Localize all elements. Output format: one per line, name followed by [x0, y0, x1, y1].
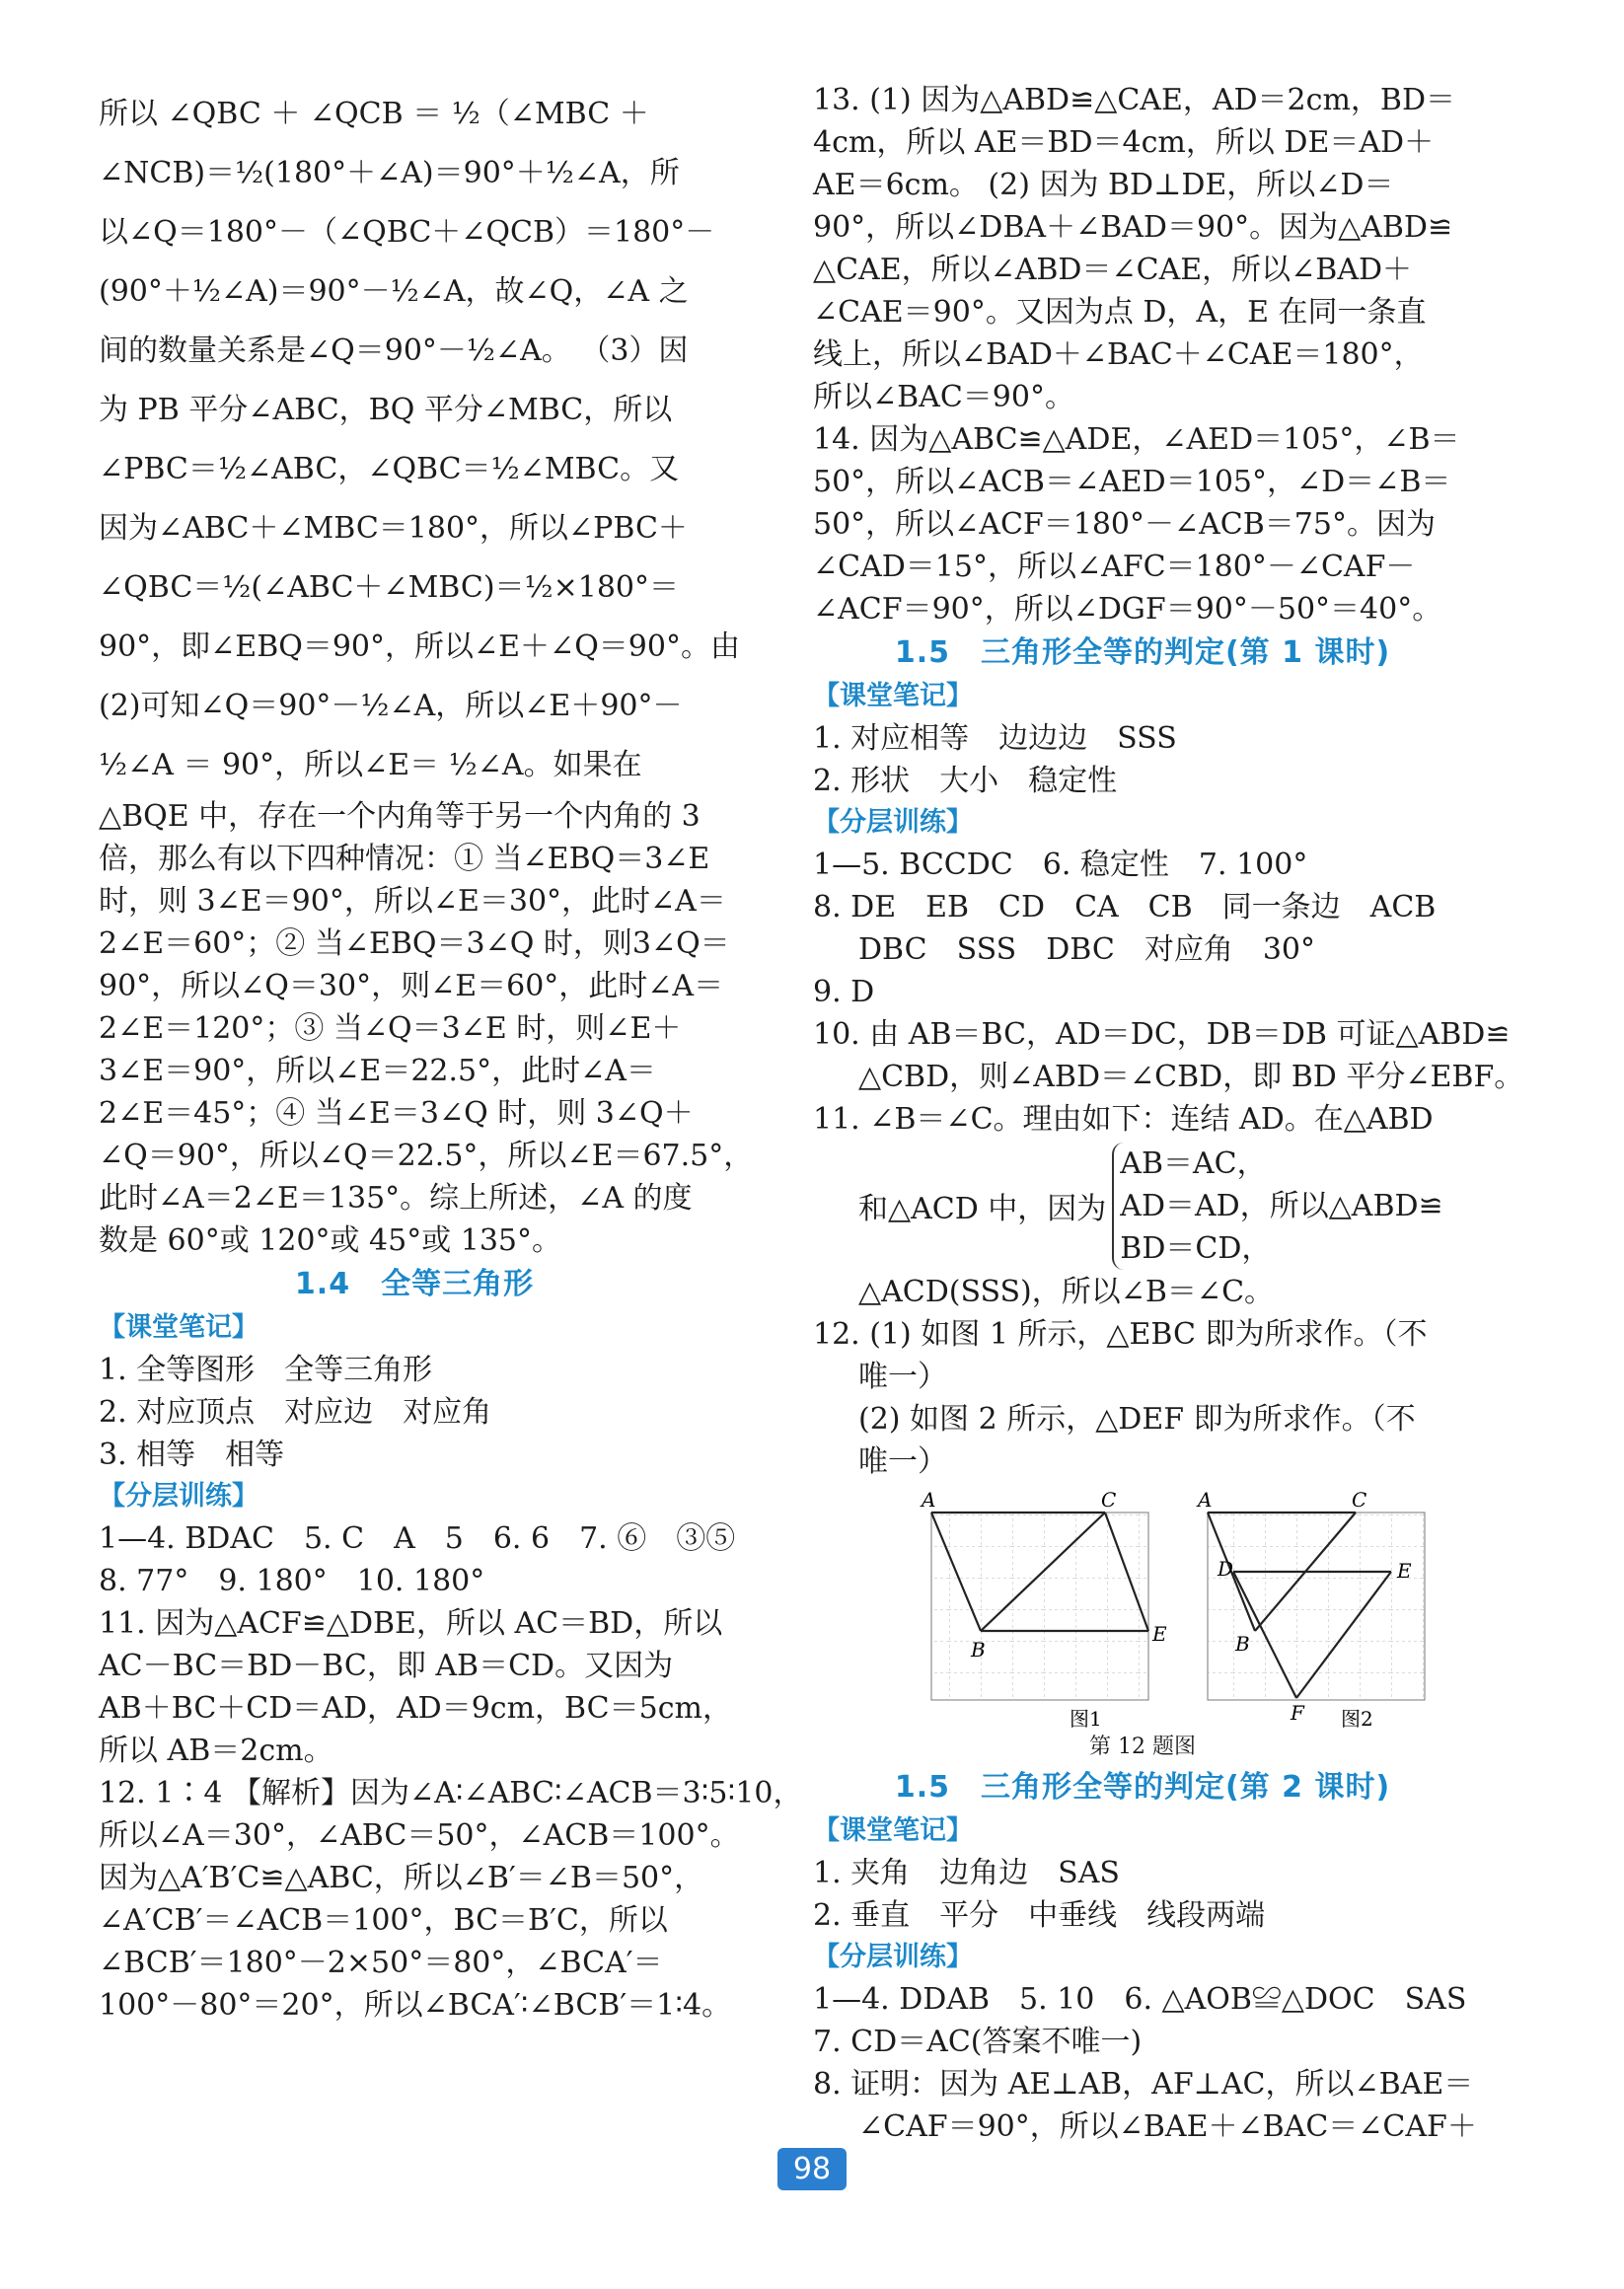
answer-line: 1—4. BDAC 5. C A 5 6. 6 7. ⑥ ③⑤	[99, 1521, 736, 1556]
text-line: 90°，所以∠Q＝30°，则∠E＝60°，此时∠A＝	[99, 969, 724, 1003]
training-tag: 【分层训练】	[813, 1942, 973, 1972]
text-line: 50°，所以∠ACB＝∠AED＝105°，∠D＝∠B＝	[813, 465, 1451, 499]
notes-tag: 【课堂笔记】	[813, 1815, 973, 1846]
text-line: 以∠Q＝180°－（∠QBC＋∠QCB）＝180°－	[99, 215, 715, 250]
answer-line: 3. 相等 相等	[99, 1438, 285, 1472]
text-line: 所以∠BAC＝90°。	[813, 380, 1074, 414]
answer-line: 因为△A′B′C≌△ABC，所以∠B′＝∠B＝50°，	[99, 1861, 704, 1895]
page-number: 98	[777, 2148, 847, 2190]
answer-line: 2. 垂直 平分 中垂线 线段两端	[813, 1898, 1266, 1933]
text-line: 因为∠ABC＋∠MBC＝180°，所以∠PBC＋	[99, 511, 688, 546]
notes-tag: 【课堂笔记】	[813, 681, 973, 711]
text-line: 90°，所以∠DBA＋∠BAD＝90°。因为△ABD≌	[813, 210, 1453, 245]
section-heading: 1.5 三角形全等的判定(第 2 课时)	[894, 1770, 1391, 1805]
point-label: C	[1352, 1488, 1367, 1512]
section-heading: 1.5 三角形全等的判定(第 1 课时)	[894, 635, 1391, 670]
answer-line: 1. 对应相等 边边边 SSS	[813, 721, 1177, 756]
text-line: 线上，所以∠BAD＋∠BAC＋∠CAE＝180°，	[813, 337, 1424, 372]
point-label: A	[1198, 1488, 1213, 1512]
answer-line: 7. CD＝AC(答案不唯一)	[813, 2025, 1143, 2059]
text-line: 2∠E＝60°；② 当∠EBQ＝3∠Q 时，则3∠Q＝	[99, 926, 730, 961]
text-line: AE＝6cm。 (2) 因为 BD⊥DE，所以∠D＝	[813, 168, 1394, 202]
text-line: △BQE 中，存在一个内角等于另一个内角的 3	[99, 799, 701, 834]
answer-line: 8. DE EB CD CA CB 同一条边 ACB	[813, 890, 1437, 924]
point-label: B	[1235, 1632, 1250, 1656]
text-line: ∠Q＝90°，所以∠Q＝22.5°，所以∠E＝67.5°，	[99, 1139, 754, 1173]
text-line: 50°，所以∠ACF＝180°－∠ACB＝75°。因为	[813, 507, 1436, 542]
answer-line: 10. 由 AB＝BC，AD＝DC，DB＝DB 可证△ABD≌	[813, 1017, 1511, 1052]
point-label: C	[1101, 1488, 1117, 1512]
geometry-figures	[823, 1483, 1435, 1730]
figure-label: 图1	[1070, 1707, 1102, 1730]
answer-line: 11. 因为△ACF≌△DBE，所以 AC＝BD，所以	[99, 1606, 723, 1641]
text-line: 2∠E＝45°；④ 当∠E＝3∠Q 时，则 3∠Q＋	[99, 1096, 694, 1131]
point-label: D	[1218, 1557, 1234, 1581]
answer-line: (2) 如图 2 所示，△DEF 即为所求作。（不	[858, 1402, 1416, 1437]
text-line: 90°，即∠EBQ＝90°，所以∠E＋∠Q＝90°。由	[99, 629, 740, 664]
q11-prefix: 和△ACD 中，因为	[858, 1192, 1107, 1226]
brace-line: AD＝AD，所以△ABD≌	[1120, 1188, 1443, 1223]
right-column	[813, 79, 1524, 2148]
text-line: 2∠E＝120°；③ 当∠Q＝3∠E 时，则∠E＋	[99, 1011, 682, 1046]
answer-line: △CBD，则∠ABD＝∠CBD，即 BD 平分∠EBF。	[858, 1060, 1524, 1094]
point-label: A	[922, 1488, 936, 1512]
figure-12	[823, 1483, 1472, 1730]
text-line: ½∠A ＝ 90°，所以∠E＝ ½∠A。如果在	[99, 748, 642, 782]
answer-line: 12. (1) 如图 1 所示，△EBC 即为所求作。（不	[813, 1317, 1428, 1352]
equation-brace	[1112, 1143, 1442, 1270]
section-heading: 1.4 全等三角形	[294, 1267, 535, 1301]
answer-line: △ACD(SSS)，所以∠B＝∠C。	[858, 1275, 1275, 1309]
answer-line: 9. D	[813, 975, 875, 1009]
point-label: E	[1397, 1559, 1412, 1583]
answer-line: 2. 对应顶点 对应边 对应角	[99, 1395, 492, 1430]
answer-line: ∠A′CB′＝∠ACB＝100°，BC＝B′C，所以	[99, 1903, 668, 1938]
answer-line: 8. 证明：因为 AE⊥AB，AF⊥AC，所以∠BAE＝	[813, 2067, 1474, 2102]
training-tag: 【分层训练】	[99, 1481, 258, 1512]
answer-line: 所以∠A＝30°，∠ABC＝50°，∠ACB＝100°。	[99, 1818, 740, 1853]
text-line: 4cm，所以 AE＝BD＝4cm，所以 DE＝AD＋	[813, 125, 1435, 160]
text-line: ∠CAE＝90°。又因为点 D，A，E 在同一条直	[813, 295, 1427, 330]
training-tag: 【分层训练】	[813, 807, 973, 838]
answer-line: 11. ∠B＝∠C。理由如下：连结 AD。在△ABD	[813, 1102, 1434, 1137]
answer-line: ∠BCB′＝180°－2×50°＝80°，∠BCA′＝	[99, 1946, 663, 1980]
text-line: ∠ACF＝90°，所以∠DGF＝90°－50°＝40°。	[813, 592, 1442, 627]
point-label: F	[1291, 1701, 1304, 1725]
text-line: 14. 因为△ABC≌△ADE，∠AED＝105°，∠B＝	[813, 422, 1460, 457]
answer-line: ∠CAF＝90°，所以∠BAE＋∠BAC＝∠CAF＋	[858, 2109, 1477, 2144]
text-line: (2)可知∠Q＝90°－½∠A，所以∠E＋90°－	[99, 689, 683, 723]
answer-line: 8. 77° 9. 180° 10. 180°	[99, 1564, 485, 1598]
answer-line: 100°－80°＝20°，所以∠BCA′∶∠BCB′＝1∶4。	[99, 1988, 732, 2023]
answer-line: 1—4. DDAB 5. 10 6. △AOB≌△DOC SAS	[813, 1982, 1467, 2017]
answer-line: 12. 1∶4 【解析】因为∠A∶∠ABC∶∠ACB＝3∶5∶10，	[99, 1776, 803, 1810]
text-line: 13. (1) 因为△ABD≌△CAE，AD＝2cm，BD＝	[813, 83, 1455, 117]
point-label: E	[1152, 1622, 1167, 1646]
answer-line: 唯一）	[858, 1360, 947, 1394]
text-line: 间的数量关系是∠Q＝90°－½∠A。 （3）因	[99, 333, 689, 368]
answer-line: 2. 形状 大小 稳定性	[813, 764, 1118, 798]
point-label: B	[971, 1638, 986, 1661]
text-line: ∠PBC＝½∠ABC，∠QBC＝½∠MBC。又	[99, 452, 680, 486]
page-number-badge	[713, 2141, 911, 2196]
answer-line: AC－BC＝BD－BC，即 AB＝CD。又因为	[99, 1649, 674, 1683]
text-line: △CAE，所以∠ABD＝∠CAE，所以∠BAD＋	[813, 253, 1413, 287]
figure-caption: 第 12 题图	[1089, 1735, 1196, 1759]
notes-tag: 【课堂笔记】	[99, 1312, 258, 1343]
brace-line: AB＝AC，	[1120, 1145, 1267, 1181]
text-line: 数是 60°或 120°或 45°或 135°。	[99, 1223, 562, 1258]
answer-line: 唯一）	[858, 1444, 947, 1479]
left-column	[99, 85, 803, 2027]
text-line: (90°＋½∠A)＝90°－½∠A，故∠Q，∠A 之	[99, 274, 689, 309]
q11-system	[813, 1141, 1472, 1271]
text-line: 倍，那么有以下四种情况：① 当∠EBQ＝3∠E	[99, 842, 710, 876]
text-line: 时，则 3∠E＝90°，所以∠E＝30°，此时∠A＝	[99, 884, 726, 919]
answer-line: 1. 夹角 边角边 SAS	[813, 1856, 1120, 1890]
answer-line: DBC SSS DBC 对应角 30°	[858, 932, 1315, 967]
text-line: 所以 ∠QBC ＋ ∠QCB ＝ ½（∠MBC ＋	[99, 97, 649, 131]
text-line: 3∠E＝90°，所以∠E＝22.5°，此时∠A＝	[99, 1054, 656, 1088]
answer-line: 1. 全等图形 全等三角形	[99, 1353, 433, 1387]
answer-line: 1—5. BCCDC 6. 稳定性 7. 100°	[813, 848, 1308, 882]
figure-label: 图2	[1341, 1707, 1373, 1730]
brace-line: BD＝CD，	[1120, 1230, 1272, 1266]
text-line: 此时∠A＝2∠E＝135°。综上所述，∠A 的度	[99, 1181, 693, 1216]
text-line: ∠QBC＝½(∠ABC＋∠MBC)＝½×180°＝	[99, 570, 680, 605]
answer-line: AB＋BC＋CD＝AD，AD＝9cm，BC＝5cm，	[99, 1691, 732, 1726]
text-line: ∠NCB)＝½(180°＋∠A)＝90°＋½∠A，所	[99, 156, 680, 190]
text-line: 为 PB 平分∠ABC，BQ 平分∠MBC，所以	[99, 393, 673, 427]
text-line: ∠CAD＝15°，所以∠AFC＝180°－∠CAF－	[813, 550, 1416, 584]
answer-line: 所以 AB＝2cm。	[99, 1734, 333, 1768]
